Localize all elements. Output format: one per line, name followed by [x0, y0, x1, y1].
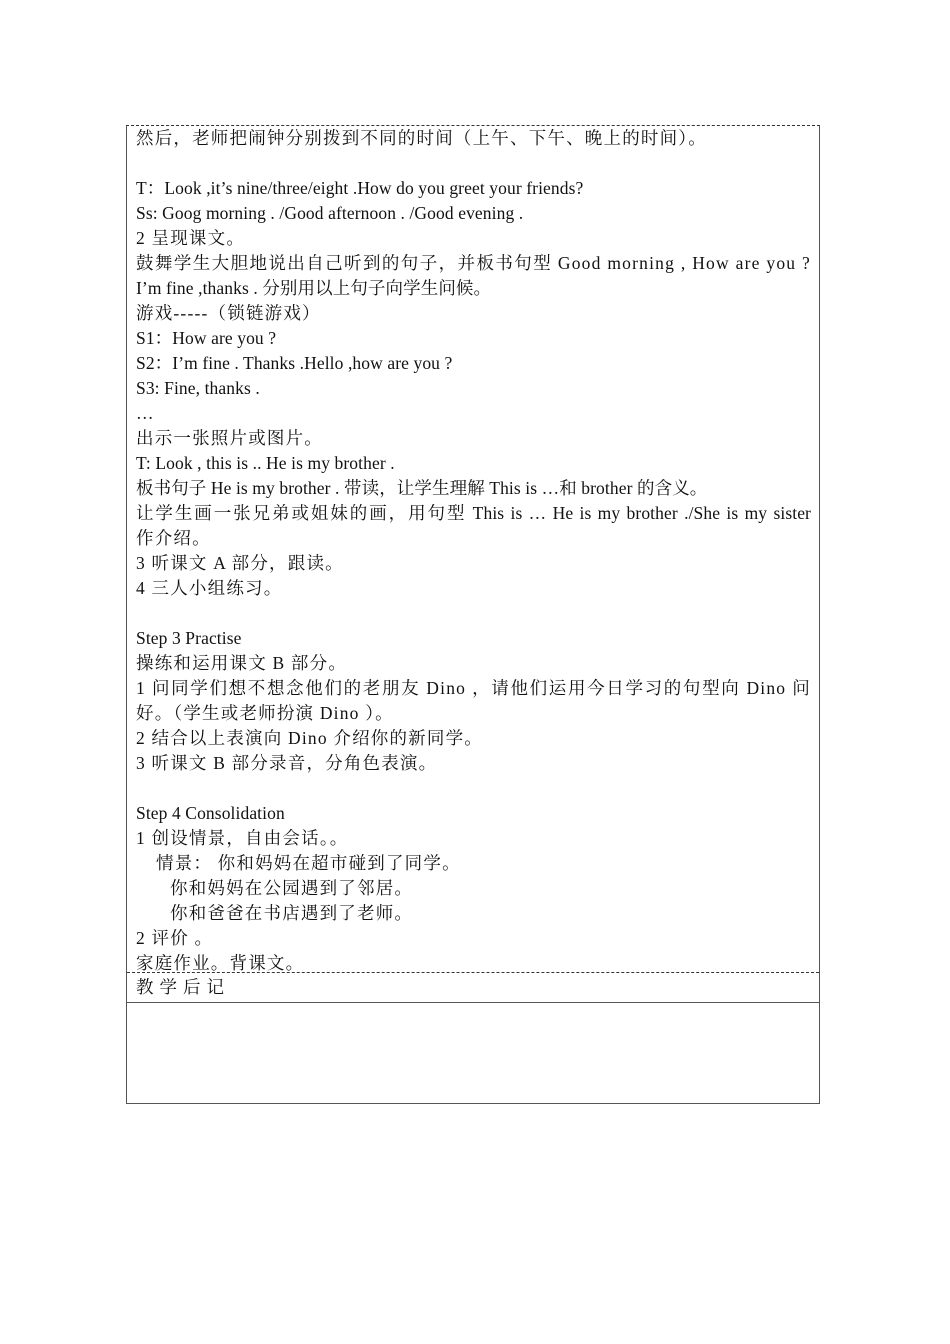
text-line: 操练和运用课文 B 部分。	[136, 653, 348, 673]
notes-body-cell	[127, 1003, 819, 1104]
text-line: T: Look , this is .. He is my brother .	[136, 453, 395, 473]
text-line: 4 三人小组练习。	[136, 578, 283, 598]
text-line: I’m fine ,thanks . 分别用以上句子向学生问候。	[136, 278, 492, 298]
text-line: 鼓舞学生大胆地说出自己听到的句子，并板书句型 Good morning , How are you ?	[136, 253, 811, 273]
text-line: 你和妈妈在公园遇到了邻居。	[170, 878, 414, 898]
blank-line	[136, 776, 811, 801]
text-line: 板书句子 He is my brother . 带读，让学生理解 This is …和 brother 的含义。	[136, 478, 708, 498]
text-line: 你和爸爸在书店遇到了老师。	[170, 903, 414, 923]
text-line: 2 评价 。	[136, 928, 214, 948]
text-line: 3 听课文 B 部分录音，分角色表演。	[136, 753, 438, 773]
step-heading: Step 3 Practise	[136, 628, 242, 648]
text-line: 1 问同学们想不想念他们的老朋友 Dino ，请他们运用今日学习的句型向 Dino 问	[136, 678, 811, 698]
text-line: 好。（学生或老师扮演 Dino ）。	[136, 703, 394, 723]
text-line: 游戏-----（锁链游戏）	[136, 303, 321, 323]
text-line: T：Look ,it’s nine/three/eight .How do you greet your friends?	[136, 178, 584, 198]
text-line: 家庭作业。背课文。	[136, 953, 305, 973]
text-line: S3: Fine, thanks .	[136, 378, 260, 398]
text-line: 出示一张照片或图片。	[136, 428, 323, 448]
text-line: S2：I’m fine . Thanks .Hello ,how are you ?	[136, 353, 453, 373]
notes-label: 教学后记	[136, 977, 230, 997]
text-line: 作介绍。	[136, 528, 211, 548]
lesson-content-cell	[127, 126, 819, 972]
blank-line	[136, 151, 811, 176]
text-line: 让学生画一张兄弟或姐妹的画，用句型 This is … He is my brother ./She is my sister	[136, 503, 811, 523]
text-line: …	[136, 403, 154, 423]
text-line: 3 听课文 A 部分，跟读。	[136, 553, 344, 573]
step-heading: Step 4 Consolidation	[136, 803, 285, 823]
text-line: 2 结合以上表演向 Dino 介绍你的新同学。	[136, 728, 483, 748]
text-line: 情景： 你和妈妈在超市碰到了同学。	[156, 853, 461, 873]
notes-label-cell	[127, 973, 819, 1003]
text-line: 2 呈现课文。	[136, 228, 246, 248]
text-line: 1 创设情景，自由会话。。	[136, 828, 349, 848]
text-line: 然后，老师把闹钟分别拨到不同的时间（上午、下午、晚上的时间）。	[136, 128, 707, 148]
blank-line	[136, 601, 811, 626]
lesson-plan-table	[126, 125, 820, 1104]
text-line: S1：How are you ?	[136, 328, 277, 348]
text-line: Ss: Goog morning . /Good afternoon . /Good evening .	[136, 203, 524, 223]
